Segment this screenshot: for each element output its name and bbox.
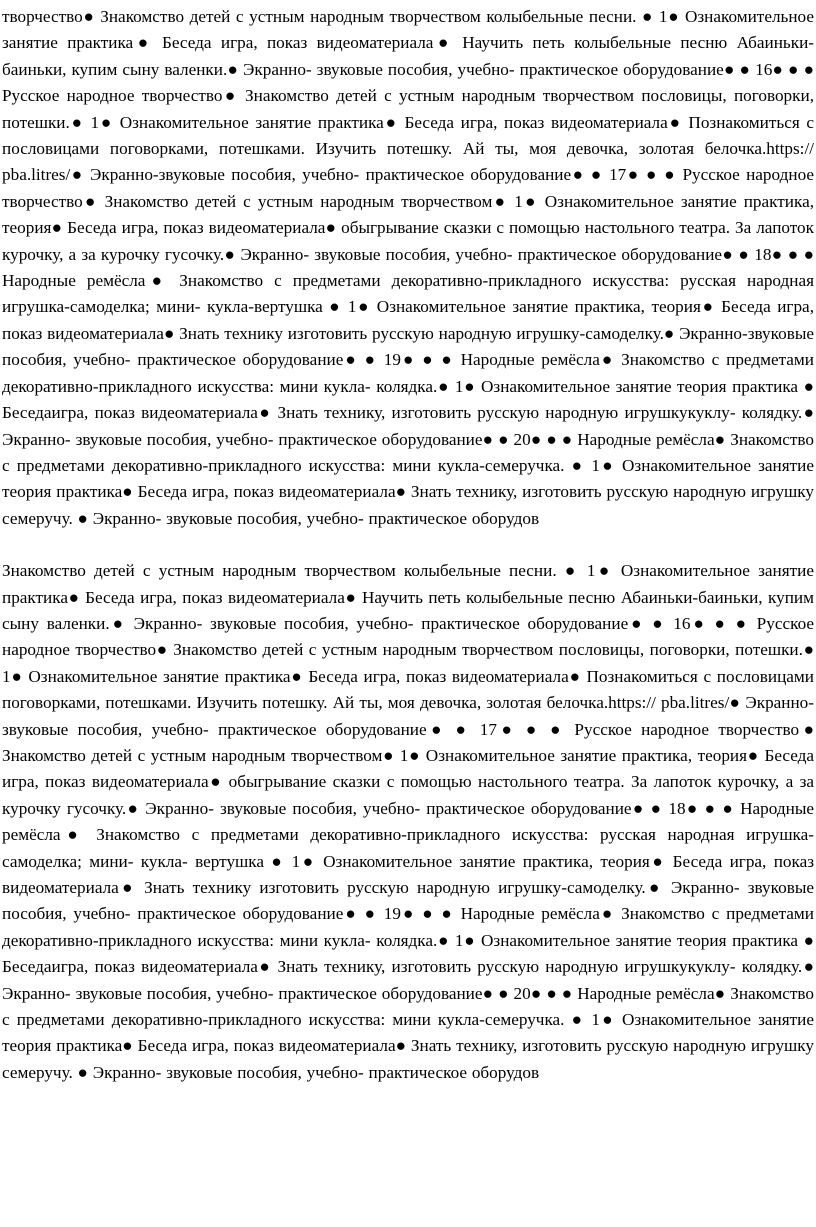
paragraph-gap <box>2 532 814 558</box>
document-paragraph: творчество● Знакомство детей с устным народным творчеством колыбельные песни. ● 1● Ознакомительное занятие практика● Беседа игра, показ видеоматериала● Научить петь колыбельные песню Абаиньки-баиньки, купим сыну валенки.● Экранно- звуковые пособия, учебно- практическое оборудование● ● 16● ● ● Русское народное творчество● Знакомство детей с устным народным творчеством пословицы, поговорки, потешки.● 1● Ознакомительное занятие практика● Беседа игра, показ видеоматериала● Познакомиться с пословицами поговорками, потешками. Изучить потешку. Ай ты, моя девочка, золотая белочка.https:// pba.litres/● Экранно-звуковые пособия, учебно- практическое оборудование● ● 17● ● ● Русское народное творчество● Знакомство детей с устным народным творчеством● 1● Ознакомительное занятие практика, теория● Беседа игра, показ видеоматериала● обыгрывание сказки с помощью настольного театра. За лапоток курочку, а за курочку гусочку.● Экранно- звуковые пособия, учебно- практическое оборудование● ● 18● ● ● Народные ремёсла● Знакомство с предметами декоративно-прикладного искусства: русская народная игрушка-самоделка; мини- кукла-вертушка ● 1● Ознакомительное занятие практика, теория● Беседа игра, показ видеоматериала● Знать технику изготовить русскую народную игрушку-самоделку.● Экранно-звуковые пособия, учебно- практическое оборудование● ● 19● ● ● Народные ремёсла● Знакомство с предметами декоративно-прикладного искусства: мини кукла- колядка.● 1● Ознакомительное занятие теория практика ● Беседаигра, показ видеоматериала● Знать технику, изготовить русскую народную игрушкукуклу- колядку.● Экранно- звуковые пособия, учебно- практическое оборудование● ● 20● ● ● Народные ремёсла● Знакомство с предметами декоративно-прикладного искусства: мини кукла-семеручка. ● 1● Ознакомительное занятие теория практика● Беседа игра, показ видеоматериала● Знать технику, изготовить русскую народную игрушку семеручу. ● Экранно- звуковые пособия, учебно- практическое оборудов <box>2 7 814 528</box>
document-paragraph: Знакомство детей с устным народным творчеством колыбельные песни. ● 1● Ознакомительное занятие практика● Беседа игра, показ видеоматериала● Научить петь колыбельные песню Абаиньки-баиньки, купим сыну валенки.● Экранно- звуковые пособия, учебно- практическое оборудование● ● 16● ● ● Русское народное творчество● Знакомство детей с устным народным творчеством пословицы, поговорки, потешки.● 1● Ознакомительное занятие практика● Беседа игра, показ видеоматериала● Познакомиться с пословицами поговорками, потешками. Изучить потешку. Ай ты, моя девочка, золотая белочка.https:// pba.litres/● Экранно- звуковые пособия, учебно- практическое оборудование● ● 17● ● ● Русское народное творчество● Знакомство детей с устным народным творчеством● 1● Ознакомительное занятие практика, теория● Беседа игра, показ видеоматериала● обыгрывание сказки с помощью настольного театра. За лапоток курочку, а за курочку гусочку.● Экранно- звуковые пособия, учебно- практическое оборудование● ● 18● ● ● Народные ремёсла● Знакомство с предметами декоративно-прикладного искусства: русская народная игрушка-самоделка; мини- кукла- вертушка ● 1● Ознакомительное занятие практика, теория● Беседа игра, показ видеоматериала● Знать технику изготовить русскую народную игрушку-самоделку.● Экранно- звуковые пособия, учебно- практическое оборудование● ● 19● ● ● Народные ремёсла● Знакомство с предметами декоративно-прикладного искусства: мини кукла- колядка.● 1● Ознакомительное занятие теория практика ● Беседаигра, показ видеоматериала● Знать технику, изготовить русскую народную игрушкукуклу- колядку.● Экранно- звуковые пособия, учебно- практическое оборудование● ● 20● ● ● Народные ремёсла● Знакомство с предметами декоративно-прикладного искусства: мини кукла-семеручка. ● 1● Ознакомительное занятие теория практика● Беседа игра, показ видеоматериала● Знать технику, изготовить русскую народную игрушку семеручу. ● Экранно- звуковые пособия, учебно- практическое оборудов <box>2 561 814 1082</box>
